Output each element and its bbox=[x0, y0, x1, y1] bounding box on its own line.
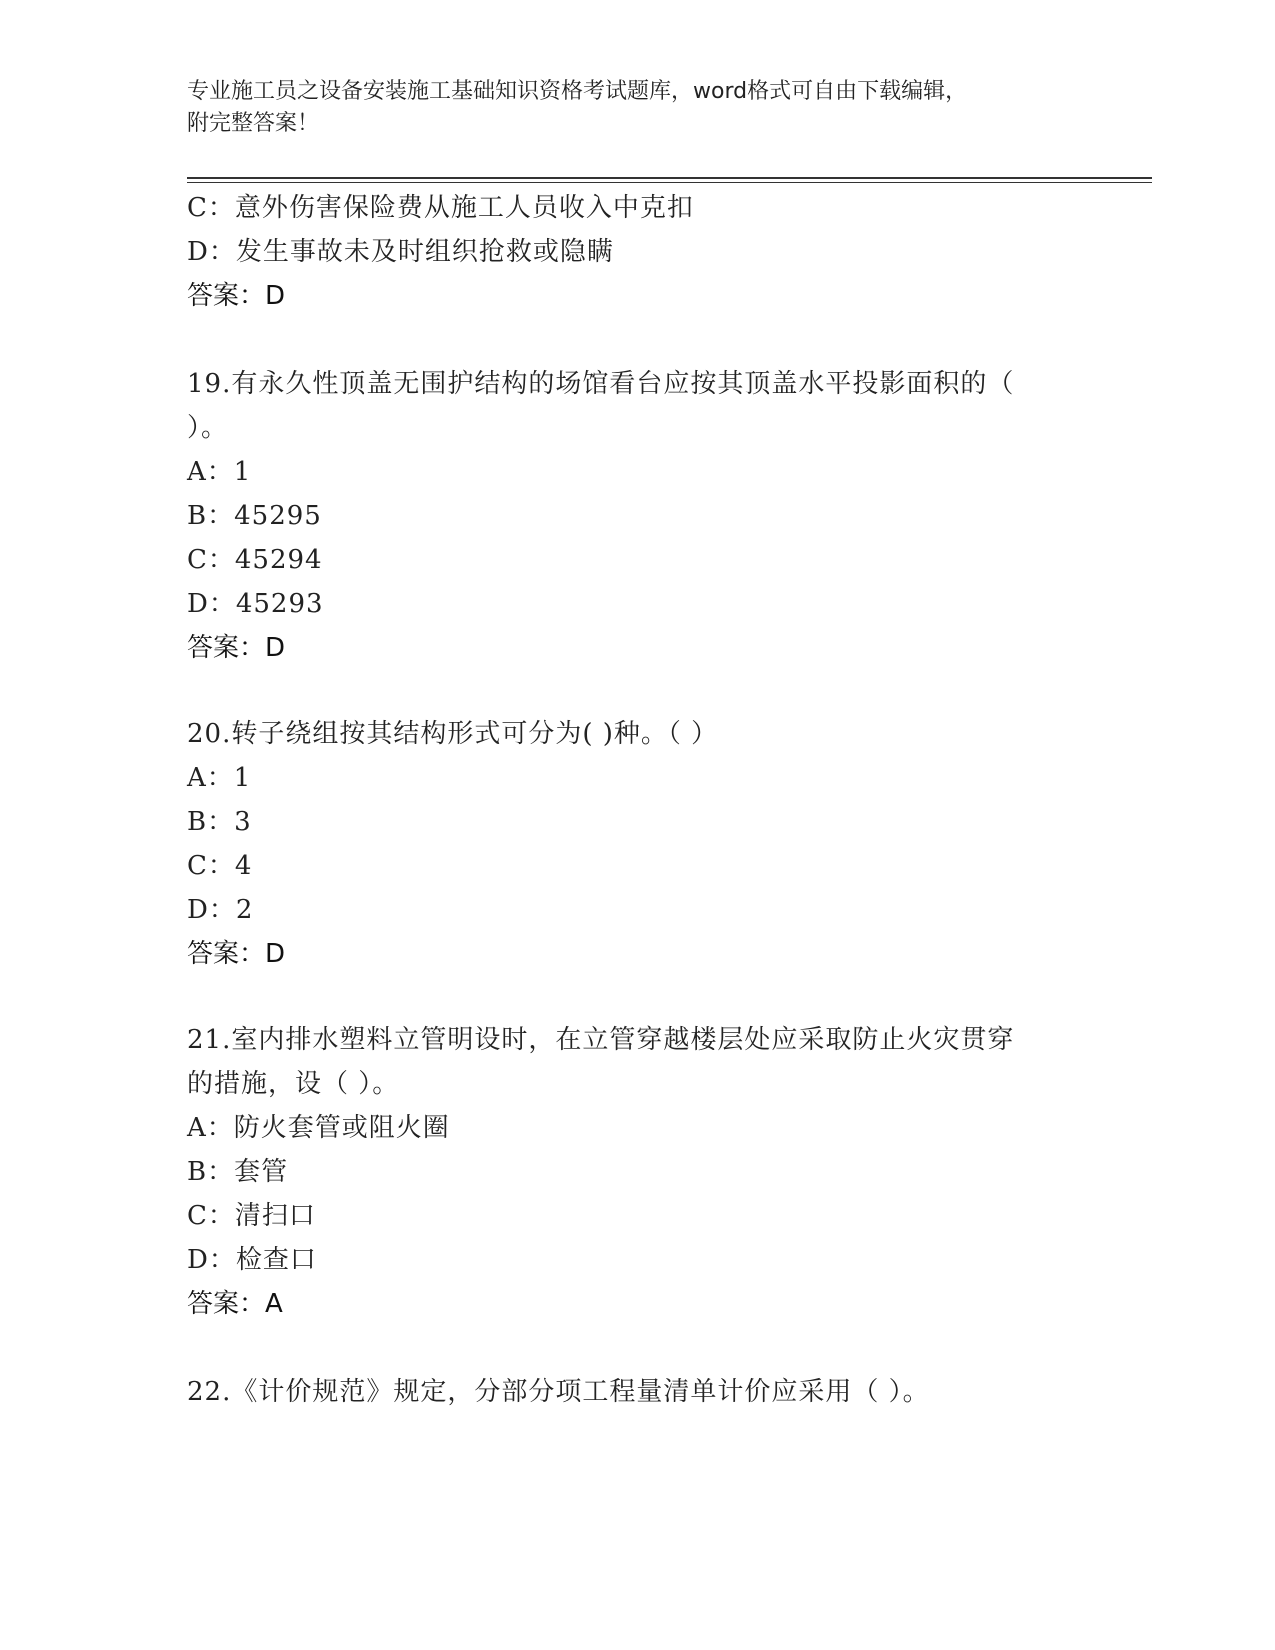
q21-option-c: C：清扫口 bbox=[187, 1201, 316, 1231]
header-divider-thin bbox=[187, 182, 1152, 183]
q21-option-a: A：防火套管或阻火圈 bbox=[187, 1113, 450, 1143]
q21-stem-line-1: 21.室内排水塑料立管明设时，在立管穿越楼层处应采取防止火灾贯穿 bbox=[187, 1025, 1015, 1055]
header-line-2: 附完整答案！ bbox=[187, 111, 320, 136]
q19-answer: 答案：D bbox=[187, 633, 286, 663]
q20-option-a: A：1 bbox=[187, 763, 252, 793]
header-line-1: 专业施工员之设备安装施工基础知识资格考试题库，word格式可自由下载编辑， bbox=[187, 79, 968, 104]
prev-answer: 答案：D bbox=[187, 281, 286, 311]
q20-answer: 答案：D bbox=[187, 939, 286, 969]
q20-option-d: D：2 bbox=[187, 895, 254, 925]
q21-stem-line-2: 的措施，设（ ）。 bbox=[187, 1069, 400, 1099]
q19-option-a: A：1 bbox=[187, 457, 252, 487]
q21-option-d: D：检查口 bbox=[187, 1245, 317, 1275]
q19-stem-line-2: ）。 bbox=[187, 413, 229, 443]
q22-stem-line-1: 22.《计价规范》规定，分部分项工程量清单计价应采用（ ）。 bbox=[187, 1377, 930, 1407]
q19-option-c: C：45294 bbox=[187, 545, 323, 575]
q20-stem-line-1: 20.转子绕组按其结构形式可分为( )种。（ ） bbox=[187, 719, 719, 749]
q19-option-d: D：45293 bbox=[187, 589, 324, 619]
q20-option-b: B：3 bbox=[187, 807, 252, 837]
header-divider-thick bbox=[187, 177, 1152, 179]
prev-option-c: C：意外伤害保险费从施工人员收入中克扣 bbox=[187, 193, 694, 223]
q19-stem-line-1: 19.有永久性顶盖无围护结构的场馆看台应按其顶盖水平投影面积的（ bbox=[187, 369, 1015, 399]
q20-option-c: C：4 bbox=[187, 851, 253, 881]
document-header bbox=[187, 76, 1067, 140]
q19-option-b: B：45295 bbox=[187, 501, 322, 531]
q21-answer: 答案：A bbox=[187, 1289, 283, 1319]
q21-option-b: B：套管 bbox=[187, 1157, 289, 1187]
prev-option-d: D：发生事故未及时组织抢救或隐瞒 bbox=[187, 237, 614, 267]
